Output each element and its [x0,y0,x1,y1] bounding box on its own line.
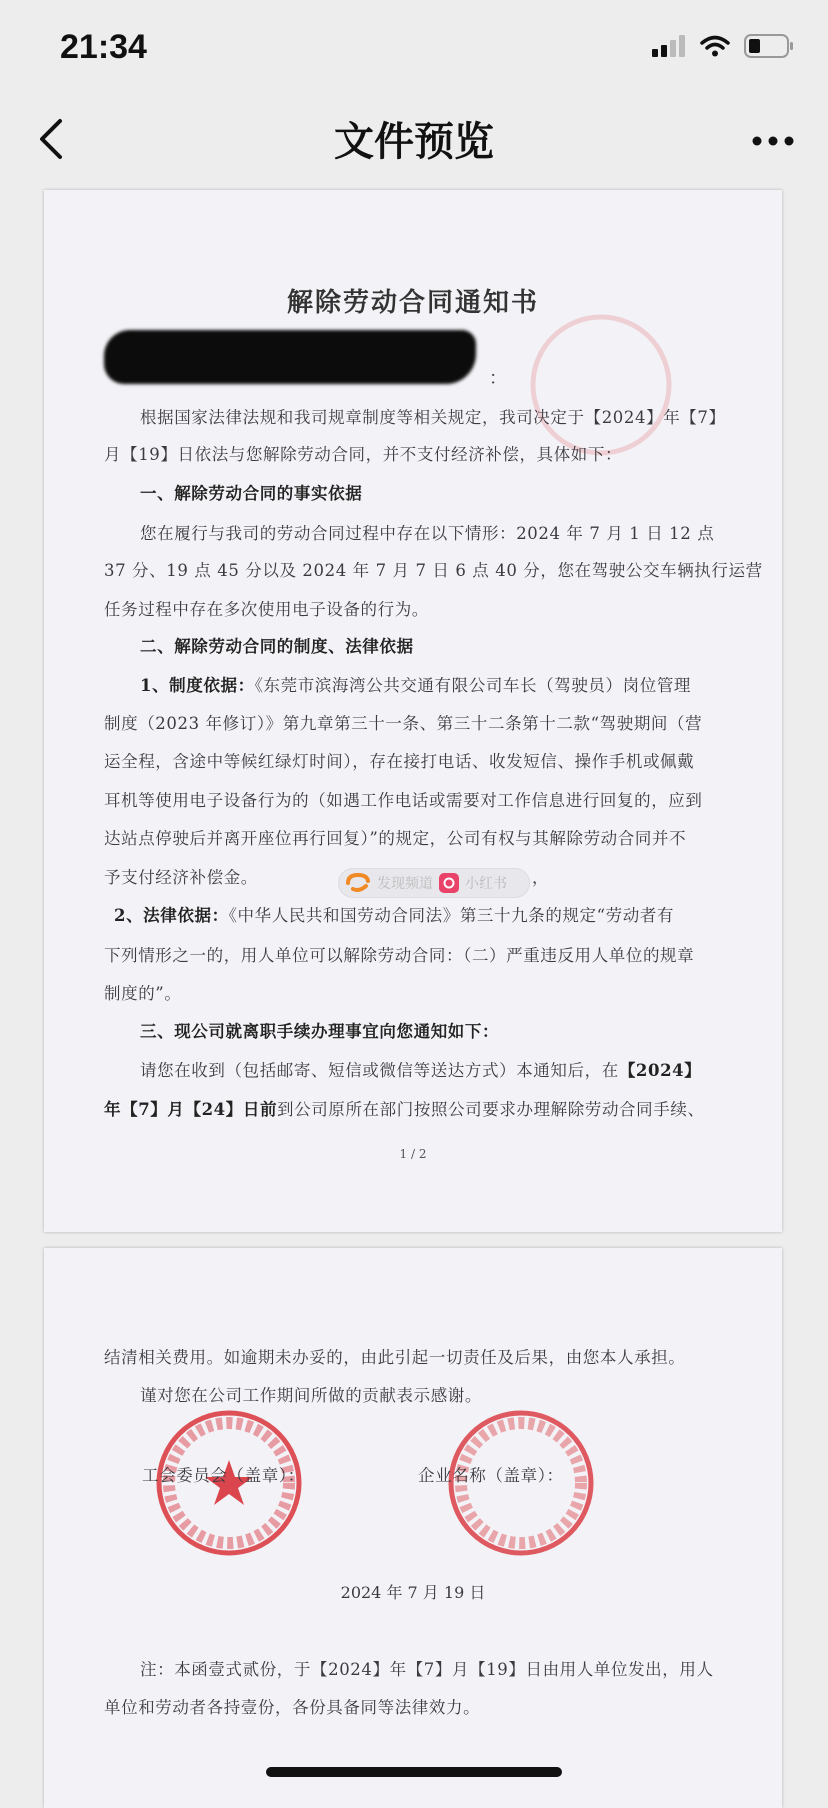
paragraph-line: 耳机等使用电子设备行为的（如遇工作电话或需要对工作信息进行回复的，应到 [104,791,703,810]
status-icons [652,34,794,58]
page-title: 文件预览 [334,119,494,165]
signal-icon [652,35,686,57]
watermark-badge-icon [439,873,459,893]
paragraph-line: 月【19】日依法与您解除劳动合同，并不支付经济补偿，具体如下： [104,445,623,464]
paragraph-line: 谨对您在公司工作期间所做的贡献表示感谢。 [140,1386,482,1405]
paragraph-line: 予支付经济补偿金。 [104,868,258,887]
deadline-date: 年【7】月【24】日前 [104,1100,278,1119]
status-bar [0,0,828,96]
text-system-basis: 《东莞市滨海湾公共交通有限公司车长（驾驶员）岗位管理 [254,676,692,695]
watermark-text: 小红书 [465,876,507,892]
company-signature-label: 企业名称（盖章）： [418,1466,564,1485]
document-page-1[interactable] [44,190,782,1232]
paragraph-line: 37 分、19 点 45 分以及 2024 年 7 月 7 日 6 点 40 分，您在驾驶公交车辆执行运营 [104,561,763,580]
text-procedure: 到公司原所在部门按照公司要求办理解除劳动合同手续、 [277,1100,705,1119]
trailing-comma: ， [532,868,550,887]
paragraph-line [104,1096,705,1120]
faint-seal-image [526,310,676,460]
paragraph-line: 下列情形之一的，用人单位可以解除劳动合同：（二）严重违反用人单位的规章 [104,946,695,965]
union-signature-label: 工会委员会（盖章）： [142,1466,305,1485]
wifi-icon [700,35,730,57]
paragraph-line: 制度的”。 [104,984,182,1003]
paragraph-line [140,672,691,696]
text-legal-basis: 《中华人民共和国劳动合同法》第三十九条的规定“劳动者有 [228,906,675,925]
paragraph-line [114,902,674,926]
more-button[interactable] [748,116,798,166]
paragraph-line: 根据国家法律法规和我司规章制度等相关规定，我司决定于【2024】年【7】 [140,408,726,427]
document-title: 解除劳动合同通知书 [286,288,539,318]
note-line: 注：本函壹式贰份，于【2024】年【7】月【19】日由用人单位发出，用人 [140,1660,714,1679]
watermark-text: 发现频道 [377,876,433,892]
paragraph-line: 任务过程中存在多次使用电子设备的行为。 [104,600,429,619]
section-heading: 一、解除劳动合同的事实依据 [140,484,363,503]
status-time: 21:34 [60,28,147,66]
app-watermark [338,868,530,898]
label-legal-basis: 2、法律依据： [114,906,229,925]
home-indicator[interactable] [266,1767,562,1777]
salutation-colon: ： [489,368,507,389]
page-number: 1 / 2 [399,1147,427,1161]
paragraph-line: 您在履行与我司的劳动合同过程中存在以下情形：2024 年 7 月 1 日 12 点 [140,524,715,543]
note-line: 单位和劳动者各持壹份，各份具备同等法律效力。 [104,1698,481,1717]
paragraph-line: 结清相关费用。如逾期未办妥的，由此引起一切责任及后果，由您本人承担。 [104,1348,686,1367]
paragraph-line: 达站点停驶后并离开座位再行回复）”的规定，公司有权与其解除劳动合同并不 [104,829,687,848]
nav-bar [0,96,828,186]
redacted-name [104,330,476,384]
section-heading: 三、现公司就离职手续办理事宜向您通知如下： [140,1022,500,1041]
document-page-2[interactable] [44,1248,782,1808]
text-receipt: 请您在收到（包括邮寄、短信或微信等送达方式）本通知后，在 [140,1061,619,1080]
section-heading: 二、解除劳动合同的制度、法律依据 [140,637,414,656]
signature-date: 2024 年 7 月 19 日 [340,1583,486,1602]
label-system-basis: 1、制度依据： [140,676,255,695]
paragraph-line: 制度（2023 年修订）》第九章第三十一条、第三十二条第十二款“驾驶期间（营 [104,714,703,733]
battery-icon [744,34,794,58]
more-icon [752,136,794,146]
paragraph-line: 运全程，含途中等候红绿灯时间），存在接打电话、收发短信、操作手机或佩戴 [104,752,695,771]
deadline-year: 【2024】 [618,1061,702,1080]
paragraph-line [140,1057,701,1081]
watermark-logo-icon [345,872,371,894]
